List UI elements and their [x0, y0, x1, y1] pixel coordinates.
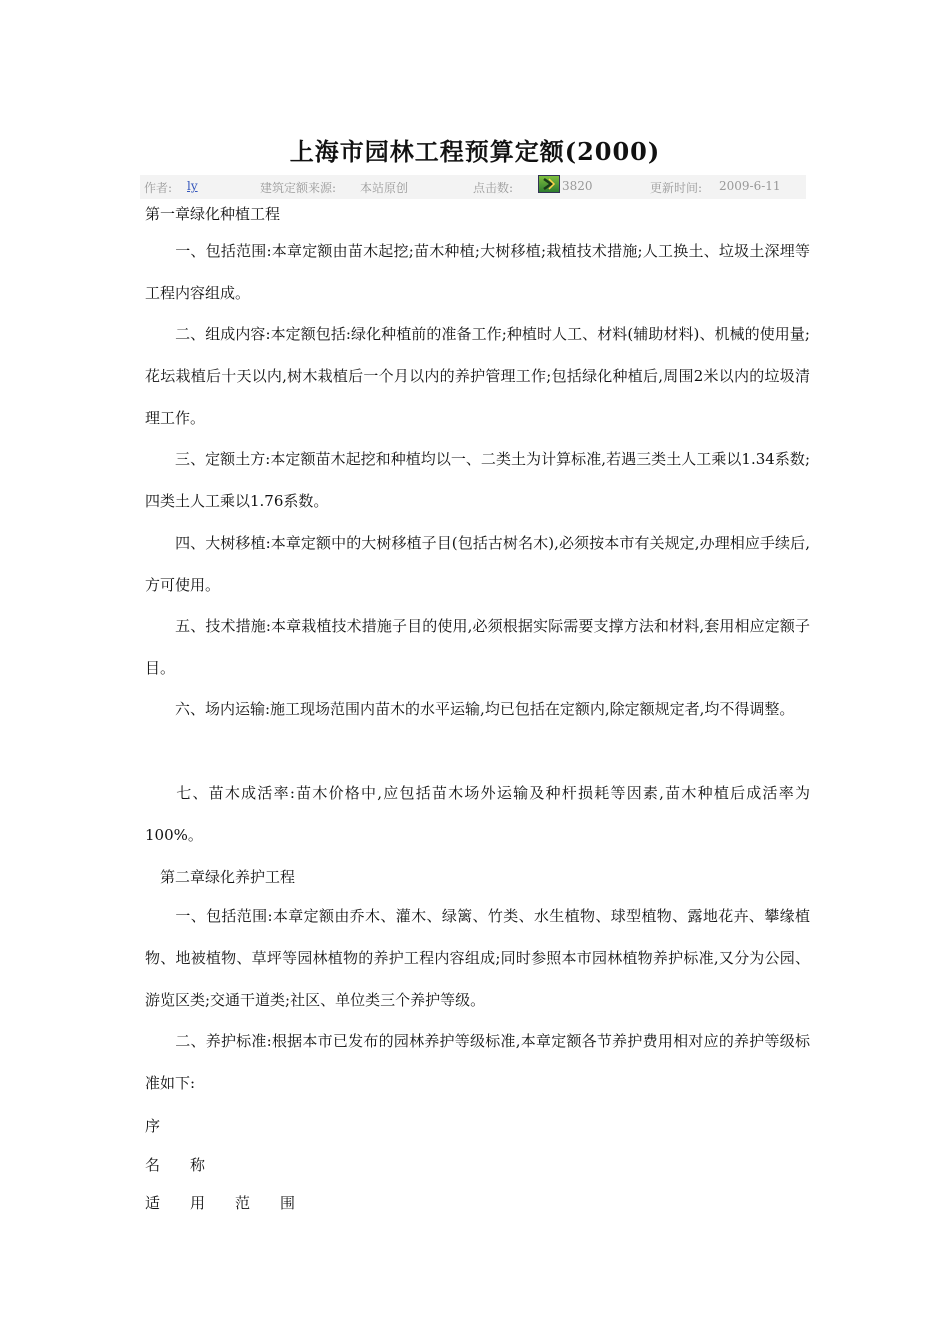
table-header-name: 名 称 [145, 1156, 206, 1174]
chapter1-paragraph: 四、大树移植:本章定额中的大树移植子目(包括古树名木),必须按本市有关规定,办理相应手续后,方可使用。 [145, 534, 810, 594]
hits-counter-icon [538, 175, 560, 193]
source-label: 建筑定额来源: [260, 181, 337, 195]
chapter1-heading: 第一章绿化种植工程 [145, 205, 281, 223]
hits-value: 3820 [562, 179, 593, 193]
table-header-scope: 适 用 范 围 [145, 1194, 296, 1212]
update-value: 2009-6-11 [719, 179, 781, 193]
article-meta-bar [140, 175, 806, 199]
chapter1-paragraph: 二、组成内容:本定额包括:绿化种植前的准备工作;种植时人工、材料(辅助材料)、机械的使用量;花坛栽植后十天以内,树木栽植后一个月以内的养护管理工作;包括绿化种植后,周围2米以内的垃圾清理工作。 [145, 325, 810, 427]
chapter2-paragraph: 二、养护标准:根据本市已发布的园林养护等级标准,本章定额各节养护费用相对应的养护等级标准如下: [145, 1032, 810, 1092]
chapter1-paragraph: 六、场内运输:施工现场范围内苗木的水平运输,均已包括在定额内,除定额规定者,均不得调整。 [175, 700, 795, 718]
author-link[interactable]: ly [187, 179, 198, 193]
source-value: 本站原创 [360, 181, 409, 195]
chapter1-paragraph: 一、包括范围:本章定额由苗木起挖;苗木种植;大树移植;栽植技术措施;人工换土、垃圾土深埋等工程内容组成。 [145, 242, 810, 302]
chapter2-heading: 第二章绿化养护工程 [160, 868, 296, 886]
update-label: 更新时间: [650, 181, 703, 195]
table-header-index: 序 [145, 1117, 161, 1135]
page-title: 上海市园林工程预算定额(2000) [289, 137, 661, 166]
chapter2-paragraph: 一、包括范围:本章定额由乔木、灌木、绿篱、竹类、水生植物、球型植物、露地花卉、攀缘植物、地被植物、草坪等园林植物的养护工程内容组成;同时参照本市园林植物养护标准,又分为公园、游览区类;交通干道类;社区、单位类三个养护等级。 [145, 907, 810, 1009]
author-label: 作者: [144, 181, 173, 195]
chapter1-paragraph: 五、技术措施:本章栽植技术措施子目的使用,必须根据实际需要支撑方法和材料,套用相应定额子目。 [145, 617, 810, 677]
hits-label: 点击数: [473, 181, 514, 195]
chapter1-paragraph: 七、苗木成活率:苗木价格中,应包括苗木场外运输及种杆损耗等因素,苗木种植后成活率为100%。 [145, 784, 810, 844]
chapter1-paragraph: 三、定额土方:本定额苗木起挖和种植均以一、二类土为计算标准,若遇三类土人工乘以1.34系数;四类土人工乘以1.76系数。 [145, 450, 810, 510]
